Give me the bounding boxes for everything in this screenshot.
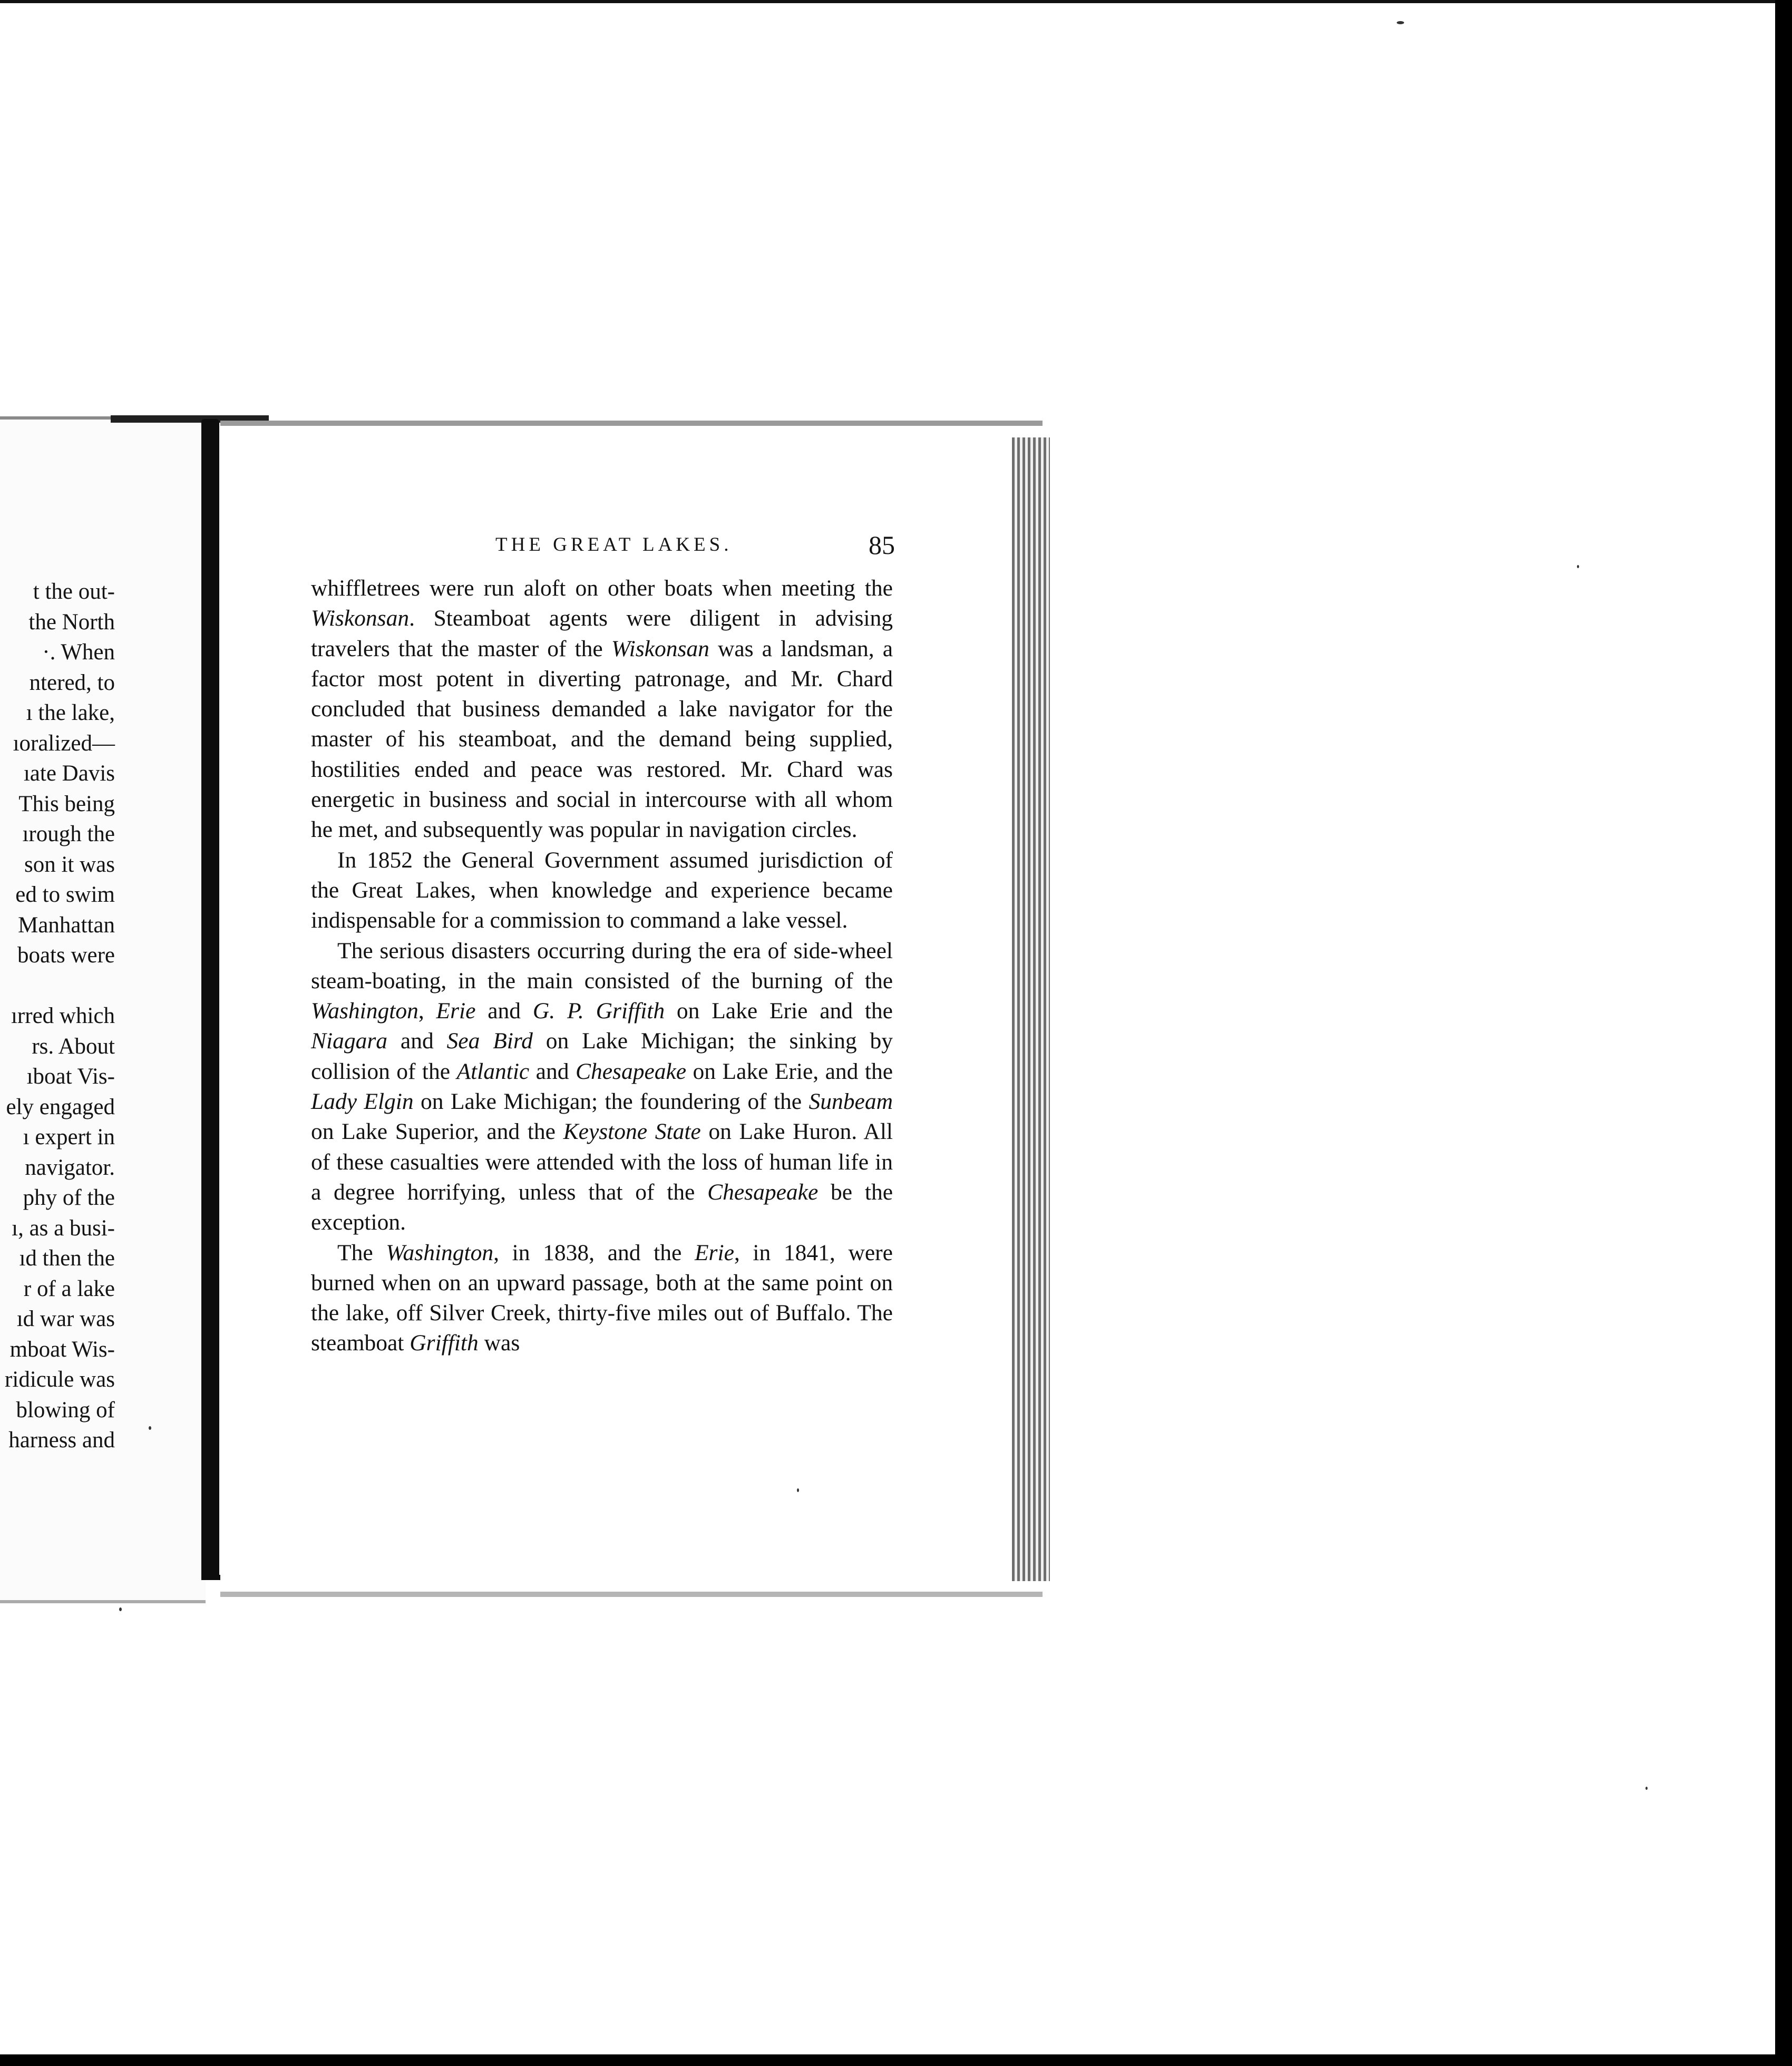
vessel-name: Griffith	[410, 1330, 479, 1356]
facing-page-line: Manhattan	[18, 912, 115, 938]
book-spine-gutter	[201, 419, 219, 1578]
facing-page-line: ırough the	[22, 822, 115, 846]
text-run: on Lake Superior, and the	[311, 1119, 563, 1145]
facing-page-line: ed to swim	[15, 882, 115, 907]
facing-page-left	[0, 416, 206, 1603]
text-run: was	[478, 1330, 520, 1356]
scan-border-right	[1775, 0, 1792, 2066]
text-run: , in 1841, were burned when on an upward passage, both at the same point on the lake, off Silver Creek, thirty-five miles out of Buffalo. The steamboat	[311, 1240, 893, 1356]
facing-page-line: ıate Davis	[23, 761, 115, 786]
text-run: whiffletrees were run aloft on other boats when meeting the	[311, 576, 893, 601]
text-run: The	[337, 1240, 386, 1265]
vessel-name: Lady Elgin	[311, 1089, 414, 1115]
body-text	[311, 573, 893, 1359]
facing-page-line: boats were	[17, 943, 115, 968]
text-run: The serious disasters occurring during the era of side-wheel steam-boating, in the main consisted of the burning of the	[311, 938, 893, 993]
text-run: be the exception.	[311, 1179, 893, 1235]
text-run: was a landsman, a factor most potent in diverting patronage, and Mr. Chard concluded that business demanded a lake navigator for the master of his steamboat, and the demand being supplied, hostilities ended and peace was restored. Mr. Chard was energetic in business and social in intercourse with all whom he met, and subsequently was popular in navigation circles.	[311, 636, 893, 843]
vessel-name: Sea Bird	[446, 1028, 533, 1054]
text-run: . Steamboat agents were diligent in advising travelers that the master of the	[311, 606, 893, 661]
scan-speck	[1577, 565, 1579, 568]
page-number: 85	[869, 530, 895, 560]
text-run: on Lake Michigan; the sinking by collision of the	[311, 1028, 893, 1084]
page-stack-edges	[1012, 437, 1050, 1581]
vessel-name: Sunbeam	[809, 1089, 893, 1115]
facing-page-line: ı the lake,	[26, 700, 115, 725]
vessel-name: Atlantic	[456, 1058, 530, 1084]
vessel-name: Wiskonsan	[311, 606, 410, 631]
scan-border-bottom	[0, 2054, 1792, 2066]
vessel-name: Erie	[694, 1240, 734, 1265]
paragraph	[311, 1238, 893, 1359]
facing-page-line: ı expert in	[23, 1125, 115, 1149]
text-run: on Lake Erie and the	[665, 998, 893, 1024]
facing-page-line: navigator.	[25, 1155, 115, 1180]
facing-page-line: t the out-	[33, 579, 115, 604]
text-run: on Lake Erie, and the	[686, 1058, 893, 1084]
paragraph	[311, 936, 893, 1238]
scan-speck	[149, 1426, 151, 1430]
vessel-name: Keystone State	[563, 1119, 701, 1145]
facing-page-line: ıoralized—	[13, 730, 115, 756]
facing-page-line: the North	[28, 609, 115, 635]
paragraph	[311, 845, 893, 936]
text-run: , in 1838, and the	[493, 1240, 695, 1265]
running-head: THE GREAT LAKES.	[495, 534, 733, 556]
facing-page-line: ·. When	[42, 640, 115, 665]
facing-page-line: ridicule was	[5, 1367, 115, 1392]
vessel-name: Niagara	[311, 1028, 388, 1054]
facing-page-line: ı, as a busi-	[12, 1215, 115, 1241]
vessel-name: Chesapeake	[575, 1058, 687, 1084]
text-run: ,	[418, 998, 436, 1024]
vessel-name: Washington	[311, 998, 418, 1024]
facing-page-line: son it was	[24, 852, 115, 877]
scan-speck	[1397, 21, 1404, 24]
text-run: and	[475, 998, 533, 1024]
facing-page-line: phy of the	[23, 1185, 115, 1210]
facing-page-line: ıd then the	[19, 1246, 115, 1271]
facing-page-text	[5, 577, 115, 1456]
facing-page-line: ıd war was	[16, 1307, 115, 1331]
text-run: on Lake Michigan; the foundering of the	[413, 1089, 809, 1115]
facing-page-line: ırred which	[11, 1003, 115, 1028]
facing-page-line: ntered, to	[29, 670, 115, 695]
vessel-name: Wiskonsan	[611, 636, 709, 661]
facing-page-line: r of a lake	[23, 1276, 115, 1301]
scan-speck	[1645, 1787, 1648, 1790]
scan-speck	[119, 1607, 122, 1611]
facing-page-line: mboat Wis-	[9, 1337, 115, 1362]
vessel-name: G. P. Griffith	[532, 998, 665, 1024]
text-run: and	[529, 1058, 576, 1084]
paragraph	[311, 573, 893, 845]
facing-page-line: harness and	[8, 1428, 115, 1453]
facing-page-line: ıboat Vis-	[26, 1064, 115, 1089]
text-run: and	[387, 1028, 447, 1054]
vessel-name: Washington	[386, 1240, 494, 1265]
scan-border-top	[0, 0, 1792, 3]
facing-page-line: rs. About	[32, 1034, 115, 1059]
vessel-name: Erie	[436, 998, 476, 1024]
scan-speck	[797, 1488, 799, 1492]
facing-page-line: blowing of	[16, 1397, 115, 1422]
facing-page-gap	[5, 971, 115, 1001]
facing-page-line: This being	[18, 791, 115, 816]
text-run: In 1852 the General Government assumed jurisdiction of the Great Lakes, when knowledge and experience became indispensable for a commission to command a lake vessel.	[311, 847, 893, 933]
text-run: on Lake Huron. All of these casualties were attended with the loss of human life in a degree horrifying, unless that of the	[311, 1119, 893, 1205]
vessel-name: Chesapeake	[707, 1179, 819, 1205]
facing-page-line: ely engaged	[6, 1094, 115, 1119]
